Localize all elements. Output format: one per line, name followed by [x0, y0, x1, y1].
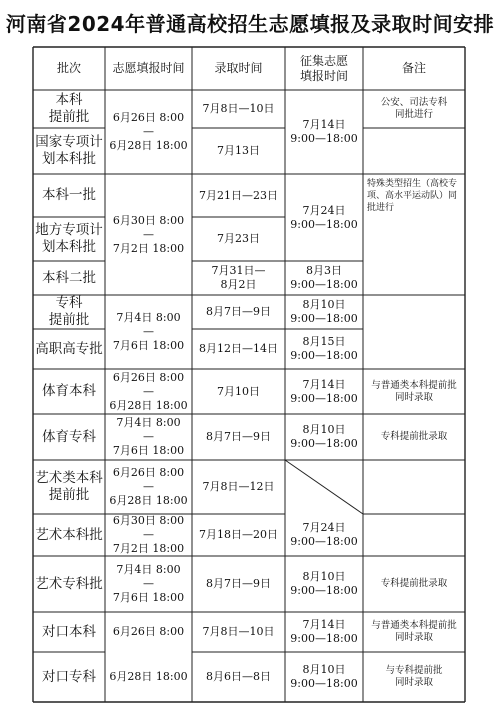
fill-time-line: 6月28日 18:00 — [109, 139, 188, 152]
solicit-time-line: 8月10日 — [302, 663, 346, 676]
header-fill-time: 志愿填报时间 — [112, 61, 185, 75]
admit-time: 7月10日 — [217, 384, 260, 398]
batch-name — [33, 217, 105, 261]
solicit-time-line: 7月24日 — [302, 203, 346, 217]
admit-time: 7月8日—10日 — [202, 625, 275, 638]
fill-time-line: 6月28日 18:00 — [109, 398, 188, 412]
solicit-time-line: 7月24日 — [302, 521, 346, 534]
fill-time: 6月26日 8:00 — [112, 625, 185, 638]
fill-time-line: — — [143, 528, 154, 541]
admit-time-line: 7月31日— — [211, 264, 266, 277]
batch-name: 艺术专科批 — [35, 575, 103, 592]
fill-time — [105, 369, 192, 414]
admit-time: 8月12日—14日 — [199, 342, 278, 355]
solicit-time — [285, 329, 363, 369]
fill-time-line: 7月4日 8:00 — [116, 563, 181, 576]
fill-time-line: 6月26日 8:00 — [112, 370, 185, 384]
solicit-time-line: 9:00—18:00 — [290, 632, 358, 645]
batch-name: 艺术本科批 — [35, 526, 103, 543]
solicit-time-line: 9:00—18:00 — [290, 437, 358, 450]
admit-time — [192, 261, 285, 295]
solicit-time — [285, 295, 363, 329]
batch-name-line: 专科 — [55, 295, 83, 311]
admit-time: 7月8日—12日 — [202, 480, 275, 493]
admit-time: 7月23日 — [217, 232, 260, 245]
fill-time-line: — — [143, 227, 154, 241]
fill-time — [105, 460, 192, 514]
solicit-time — [285, 514, 363, 556]
batch-name-line: 国家专项计 — [35, 134, 103, 150]
solicit-time — [285, 652, 363, 702]
fill-time-line: 6月28日 18:00 — [109, 494, 188, 507]
solicit-time-line: 8月3日 — [306, 264, 342, 277]
batch-name — [33, 460, 105, 514]
solicit-time-line: 7月14日 — [302, 377, 346, 391]
fill-time-line: 7月4日 8:00 — [116, 311, 181, 324]
fill-time-line: 7月2日 18:00 — [112, 542, 185, 555]
solicit-time — [285, 174, 363, 261]
solicit-time-line: 8月15日 — [302, 335, 346, 348]
note-line: 同时录取 — [394, 677, 433, 688]
solicit-time — [285, 556, 363, 612]
fill-time-line: 7月6日 18:00 — [112, 591, 185, 604]
empty-cell-diagonal — [285, 460, 363, 514]
note-line: 与普通类本科提前批 — [371, 379, 457, 391]
fill-time-line: 6月30日 8:00 — [112, 213, 185, 227]
admit-time: 7月13日 — [217, 144, 260, 157]
batch-name: 高职高专批 — [35, 340, 103, 357]
note: 专科提前批录取 — [380, 431, 448, 442]
admit-time: 8月6日—8日 — [206, 670, 271, 683]
batch-name — [33, 295, 105, 329]
batch-name-line: 提前批 — [48, 487, 90, 503]
fill-time — [105, 295, 192, 369]
admit-time: 8月7日—9日 — [206, 430, 271, 443]
admit-time: 7月18日—20日 — [199, 528, 278, 541]
batch-name — [33, 90, 105, 128]
note-line: 同时录取 — [394, 391, 433, 403]
solicit-time-line: 9:00—18:00 — [290, 349, 358, 362]
header-admit-time: 录取时间 — [214, 61, 263, 75]
note-line: 与专科提前批 — [385, 665, 443, 676]
solicit-time-line: 9:00—18:00 — [290, 677, 358, 690]
batch-name — [33, 128, 105, 174]
fill-time — [105, 174, 192, 295]
solicit-time-line: 8月10日 — [302, 298, 346, 311]
batch-name: 体育本科 — [42, 383, 96, 399]
header-solicit-time-line: 填报时间 — [299, 68, 348, 83]
header-solicit-time — [285, 47, 363, 90]
solicit-time-line: 9:00—18:00 — [290, 278, 358, 291]
solicit-time-line: 9:00—18:00 — [290, 391, 358, 405]
solicit-time-line: 8月10日 — [302, 423, 346, 436]
note — [363, 369, 465, 414]
note — [363, 612, 465, 652]
admit-time: 8月7日—9日 — [206, 577, 271, 590]
admit-time-line: 8月2日 — [220, 278, 257, 291]
note — [363, 90, 465, 128]
batch-name-line: 地方专项计 — [35, 222, 103, 238]
note — [363, 652, 465, 702]
admit-time: 7月21日—23日 — [199, 188, 278, 202]
batch-name-line: 划本科批 — [42, 151, 96, 167]
fill-time — [105, 90, 192, 174]
note-line: 与普通类本科提前批 — [371, 620, 457, 631]
fill-time-line: 7月6日 18:00 — [112, 339, 185, 352]
solicit-time-line: 8月10日 — [302, 570, 346, 583]
note-line: 同批进行 — [394, 109, 433, 120]
solicit-time — [285, 90, 363, 174]
header-solicit-time-line: 征集志愿 — [299, 53, 348, 68]
batch-name: 本科一批 — [42, 187, 96, 203]
fill-time — [105, 414, 192, 460]
admit-time: 8月7日—9日 — [206, 305, 271, 318]
header-batch: 批次 — [56, 61, 81, 75]
fill-time-line: — — [143, 125, 154, 138]
batch-name: 本科二批 — [42, 269, 96, 286]
fill-time-line: 6月26日 8:00 — [112, 111, 185, 124]
fill-time-line: 7月2日 18:00 — [112, 241, 185, 255]
batch-name-line: 划本科批 — [42, 239, 96, 255]
batch-name-line: 本科 — [55, 92, 83, 108]
note-line: 公安、司法专科 — [380, 97, 448, 108]
fill-time-line: — — [143, 577, 154, 590]
admit-time: 7月8日—10日 — [202, 102, 275, 115]
batch-name: 对口专科 — [42, 668, 96, 685]
fill-time-line: 7月6日 18:00 — [112, 444, 185, 457]
batch-name: 体育专科 — [42, 428, 96, 445]
note: 专科提前批录取 — [380, 578, 448, 589]
solicit-time-line: 9:00—18:00 — [290, 217, 358, 231]
solicit-time-line: 9:00—18:00 — [290, 584, 358, 597]
page-title: 河南省2024年普通高校招生志愿填报及录取时间安排 — [5, 12, 495, 36]
fill-time: 6月28日 18:00 — [109, 670, 188, 683]
fill-time-line: 7月4日 8:00 — [116, 416, 181, 429]
note: 特殊类型招生（高校专项、高水平运动队）同批进行 — [367, 179, 458, 213]
solicit-time-line: 9:00—18:00 — [290, 535, 358, 548]
fill-time-line: — — [143, 384, 154, 398]
fill-time — [105, 556, 192, 612]
batch-name-line: 艺术类本科 — [35, 470, 103, 486]
batch-name-line: 提前批 — [48, 109, 90, 125]
solicit-time — [285, 261, 363, 295]
solicit-time-line: 9:00—18:00 — [290, 132, 358, 145]
solicit-time-line: 9:00—18:00 — [290, 312, 358, 325]
batch-name-line: 提前批 — [48, 312, 90, 328]
fill-time — [105, 514, 192, 556]
fill-time-line: — — [143, 480, 154, 493]
fill-time-line: 6月30日 8:00 — [112, 514, 185, 527]
batch-name: 对口本科 — [42, 623, 96, 640]
note-line: 同时录取 — [394, 632, 433, 643]
solicit-time — [285, 612, 363, 652]
fill-time-line: — — [143, 325, 154, 338]
fill-time-line: 6月26日 8:00 — [112, 466, 185, 479]
solicit-time-line: 7月14日 — [302, 118, 346, 131]
solicit-time — [285, 369, 363, 414]
solicit-time-line: 7月14日 — [302, 618, 346, 631]
fill-time-line: — — [143, 430, 154, 443]
solicit-time — [285, 414, 363, 460]
header-note: 备注 — [401, 61, 426, 75]
